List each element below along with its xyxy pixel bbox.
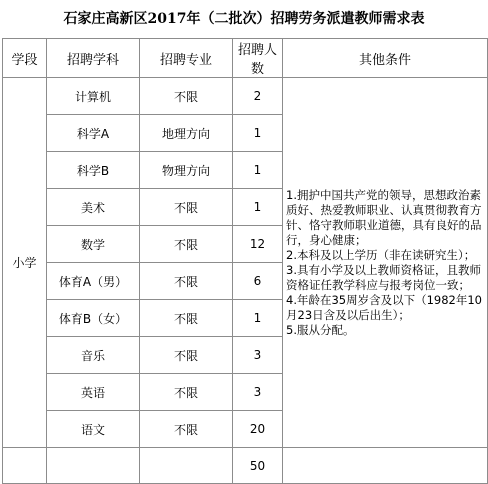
major-cell: 不限 xyxy=(140,189,233,226)
conditions-cell xyxy=(283,78,488,448)
header-count: 招聘人数 xyxy=(233,39,283,78)
subject-cell: 计算机 xyxy=(47,78,140,115)
subject-cell: 科学A xyxy=(47,115,140,152)
subject-cell: 体育A（男） xyxy=(47,263,140,300)
major-cell: 不限 xyxy=(140,263,233,300)
subject-cell: 英语 xyxy=(47,374,140,411)
condition-item: 4.年龄在35周岁含及以下（1982年10月23日含及以后出生）； xyxy=(286,292,483,322)
subject-cell: 体育B（女） xyxy=(47,300,140,337)
count-cell: 1 xyxy=(233,189,283,226)
major-cell: 不限 xyxy=(140,300,233,337)
total-row xyxy=(3,448,488,484)
header-subject: 招聘学科 xyxy=(47,39,140,78)
header-row xyxy=(3,39,488,78)
stage-cell: 小学 xyxy=(3,78,47,448)
subject-cell: 美术 xyxy=(47,189,140,226)
condition-item: 2.本科及以上学历（非在读研究生）； xyxy=(286,247,476,262)
header-major: 招聘专业 xyxy=(140,39,233,78)
count-cell: 20 xyxy=(233,411,283,448)
subject-cell: 语文 xyxy=(47,411,140,448)
total-stage-cell xyxy=(3,448,47,484)
major-cell: 地理方向 xyxy=(140,115,233,152)
total-major-cell xyxy=(140,448,233,484)
subject-cell: 数学 xyxy=(47,226,140,263)
condition-item: 5.服从分配。 xyxy=(286,322,355,337)
count-cell: 2 xyxy=(233,78,283,115)
major-cell: 不限 xyxy=(140,374,233,411)
document-title: 石家庄高新区2017年（二批次）招聘劳务派遣教师需求表 xyxy=(63,11,425,27)
count-cell: 1 xyxy=(233,115,283,152)
count-cell: 12 xyxy=(233,226,283,263)
major-cell: 不限 xyxy=(140,337,233,374)
table-row xyxy=(3,78,488,115)
total-conditions-cell xyxy=(283,448,488,484)
recruitment-table xyxy=(2,38,488,484)
count-cell: 1 xyxy=(233,152,283,189)
header-stage: 学段 xyxy=(3,39,47,78)
count-cell: 1 xyxy=(233,300,283,337)
count-cell: 3 xyxy=(233,374,283,411)
total-count-cell: 50 xyxy=(233,448,283,484)
condition-item: 1.拥护中国共产党的领导，思想政治素质好、热爱教师职业、认真贯彻教育方针、恪守教师职业道德，具有良好的品行，身心健康； xyxy=(286,187,482,247)
subject-cell: 科学B xyxy=(47,152,140,189)
count-cell: 3 xyxy=(233,337,283,374)
major-cell: 不限 xyxy=(140,78,233,115)
total-subject-cell xyxy=(47,448,140,484)
major-cell: 物理方向 xyxy=(140,152,233,189)
major-cell: 不限 xyxy=(140,226,233,263)
count-cell: 6 xyxy=(233,263,283,300)
header-conditions: 其他条件 xyxy=(283,39,488,78)
condition-item: 3.具有小学及以上教师资格证，且教师资格证任教学科应与报考岗位一致； xyxy=(286,262,481,292)
major-cell: 不限 xyxy=(140,411,233,448)
subject-cell: 音乐 xyxy=(47,337,140,374)
